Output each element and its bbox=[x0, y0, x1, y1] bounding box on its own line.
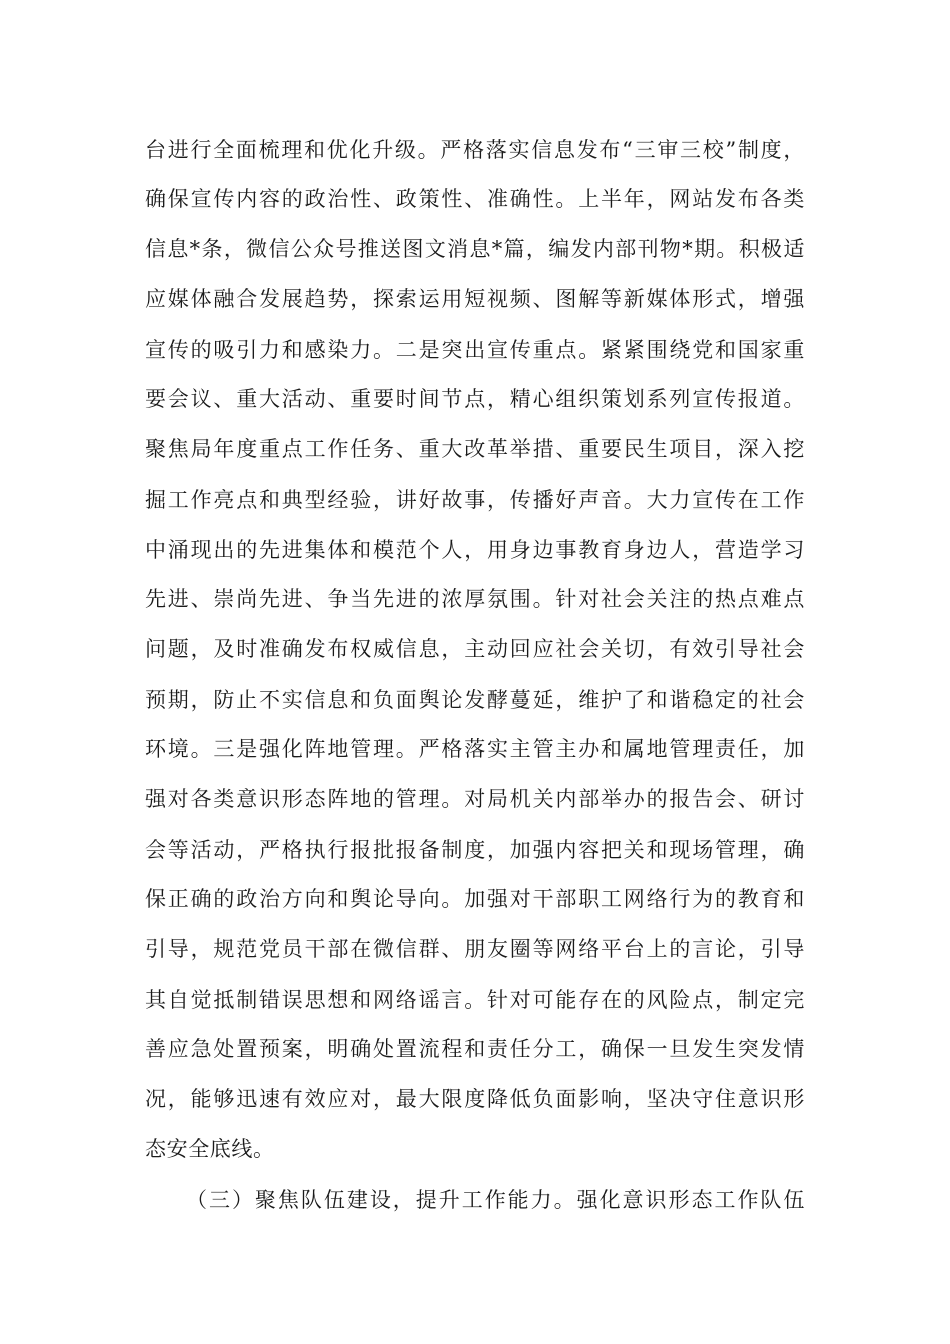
body-text-line: 台进行全面梳理和优化升级。严格落实信息发布“三审三校”制度， bbox=[145, 138, 805, 162]
body-text-line: 问题，及时准确发布权威信息，主动回应社会关切，有效引导社会 bbox=[145, 637, 805, 661]
body-text-line: 应媒体融合发展趋势，探索运用短视频、图解等新媒体形式，增强 bbox=[145, 287, 805, 311]
body-text-line-last: 态安全底线。 bbox=[145, 1137, 275, 1161]
body-text-line: 况，能够迅速有效应对，最大限度降低负面影响，坚决守住意识形 bbox=[145, 1087, 805, 1111]
body-text-line: 中涌现出的先进集体和模范个人，用身边事教育身边人，营造学习 bbox=[145, 538, 805, 562]
body-text-line: 会等活动，严格执行报批报备制度，加强内容把关和现场管理，确 bbox=[145, 838, 805, 862]
body-text-line: 要会议、重大活动、重要时间节点，精心组织策划系列宣传报道。 bbox=[145, 387, 805, 411]
body-text-line: 掘工作亮点和典型经验，讲好故事，传播好声音。大力宣传在工作 bbox=[145, 488, 805, 512]
body-text-line: 预期，防止不实信息和负面舆论发酵蔓延，维护了和谐稳定的社会 bbox=[145, 688, 805, 712]
body-text-line: 保正确的政治方向和舆论导向。加强对干部职工网络行为的教育和 bbox=[145, 887, 805, 911]
body-text-line: 引导，规范党员干部在微信群、朋友圈等网络平台上的言论，引导 bbox=[145, 937, 805, 961]
body-text-line: 聚焦局年度重点工作任务、重大改革举措、重要民生项目，深入挖 bbox=[145, 437, 805, 461]
body-text-line: 强对各类意识形态阵地的管理。对局机关内部举办的报告会、研讨 bbox=[145, 787, 805, 811]
body-text-line: 环境。三是强化阵地管理。严格落实主管主办和属地管理责任，加 bbox=[145, 737, 805, 761]
body-text-line: 先进、崇尚先进、争当先进的浓厚氛围。针对社会关注的热点难点 bbox=[145, 587, 805, 611]
body-text-line: 信息*条，微信公众号推送图文消息*篇，编发内部刊物*期。积极适 bbox=[145, 237, 805, 261]
body-text-line: 善应急处置预案，明确处置流程和责任分工，确保一旦发生突发情 bbox=[145, 1037, 805, 1061]
body-text-line: 确保宣传内容的政治性、政策性、准确性。上半年，网站发布各类 bbox=[145, 187, 805, 211]
body-text-line: 其自觉抵制错误思想和网络谣言。针对可能存在的风险点，制定完 bbox=[145, 988, 805, 1012]
section-heading-paragraph: （三）聚焦队伍建设，提升工作能力。强化意识形态工作队伍 bbox=[186, 1188, 805, 1212]
body-text-line: 宣传的吸引力和感染力。二是突出宣传重点。紧紧围绕党和国家重 bbox=[145, 338, 805, 362]
